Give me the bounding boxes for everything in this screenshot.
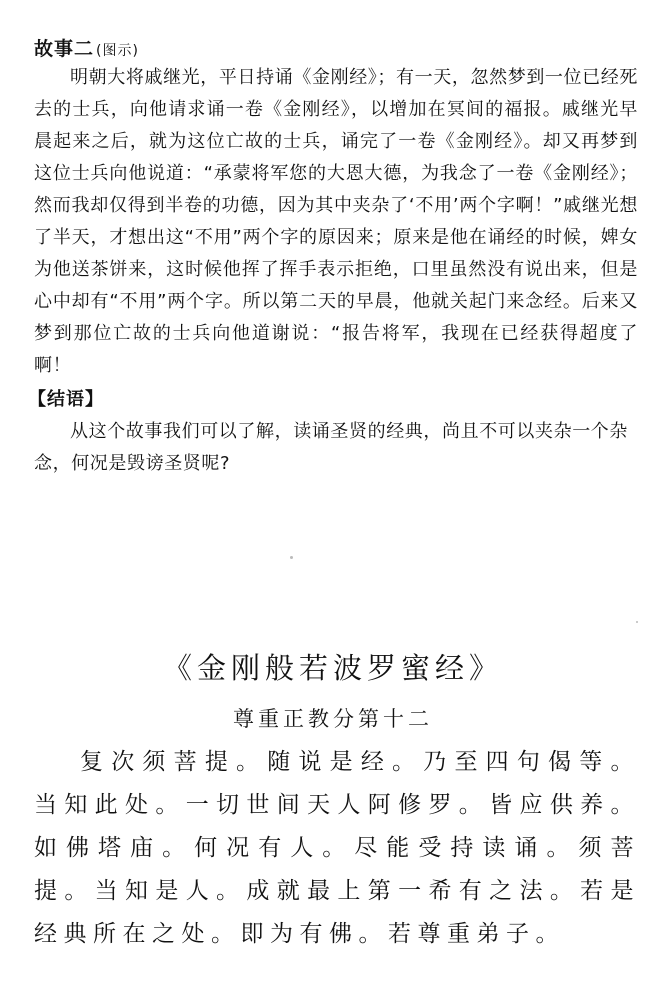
sutra-paragraph: 复次须菩提。随说是经。乃至四句偈等。当知此处。一切世间天人阿修罗。皆应供养。如佛塔庙。何况有人。尽能受持读诵。须菩提。当知是人。成就最上第一希有之法。若是经典所在之处。即为有佛。若尊重弟子。 — [34, 749, 640, 947]
conclusion-heading: 【结语】 — [28, 389, 104, 410]
sutra-chapter-title: 尊重正教分第十二 — [233, 707, 433, 731]
sutra-title: 《金刚般若波罗蜜经》 — [162, 651, 503, 685]
story-title-note: (图示) — [96, 43, 139, 59]
story-body — [34, 62, 638, 382]
conclusion-body — [34, 416, 638, 480]
scan-speck — [290, 556, 293, 559]
conclusion-paragraph: 从这个故事我们可以了解，读诵圣贤的经典，尚且不可以夹杂一个杂念，何况是毁谤圣贤呢? — [34, 421, 628, 474]
sutra-body — [34, 741, 640, 956]
scan-speck — [636, 621, 638, 623]
story-paragraph: 明朝大将戚继光，平日持诵《金刚经》；有一天，忽然梦到一位已经死去的士兵，向他请求诵一卷《金刚经》，以增加在冥间的福报。戚继光早晨起来之后，就为这位亡故的士兵，诵完了一卷《金刚经》。却又再梦到这位士兵向他说道：“承蒙将军您的大恩大德，为我念了一卷《金刚经》；然而我却仅得到半卷的功德，因为其中夹杂了‘不用’两个字啊！”戚继光想了半天，才想出这“不用”两个字的原因来；原来是他在诵经的时候，婢女为他送茶饼来，这时候他挥了挥手表示拒绝，口里虽然没有说出来，但是心中却有“不用”两个字。所以第二天的早晨，他就关起门来念经。后来又梦到那位亡故的士兵向他道谢说：“报告将军，我现在已经获得超度了啊！ — [34, 67, 638, 376]
story-heading — [34, 34, 139, 61]
story-title: 故事二 — [34, 38, 95, 60]
